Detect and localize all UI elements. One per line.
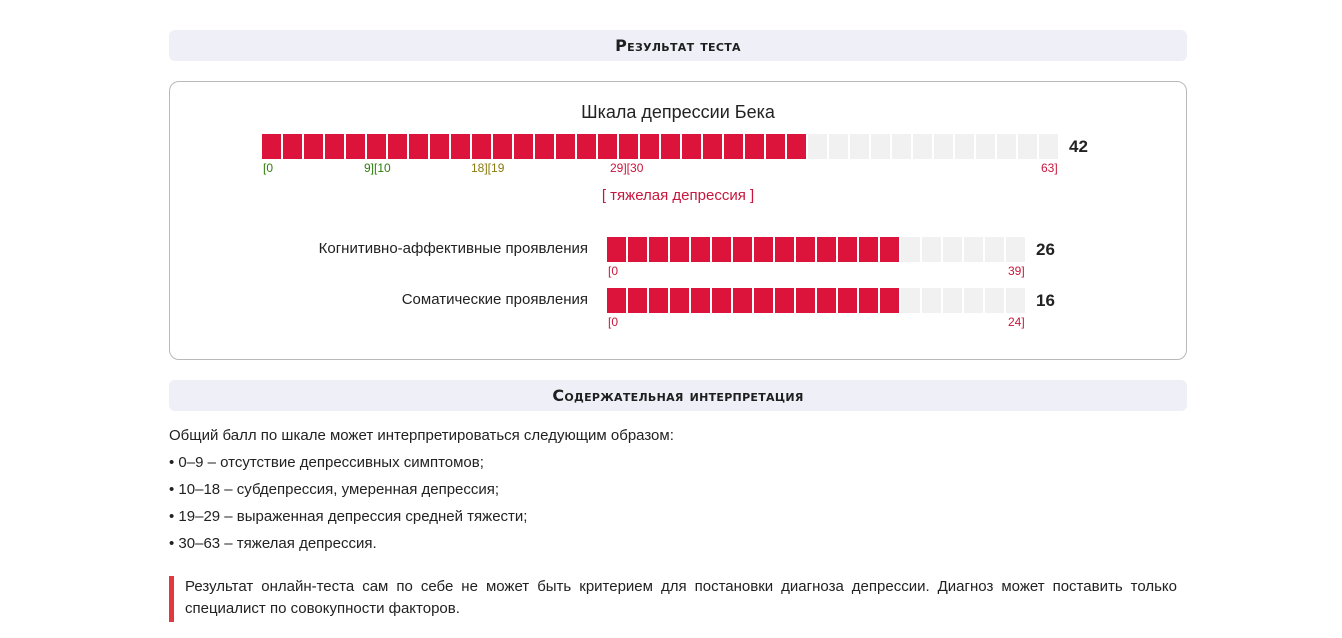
interpretation-item: • 10–18 – субдепрессия, умеренная депрессия; <box>169 481 500 498</box>
bar-cell-filled <box>346 134 365 159</box>
bar-cell-empty <box>808 134 827 159</box>
bar-cell-filled <box>607 288 626 313</box>
bar-cell-filled <box>430 134 449 159</box>
bar-cell-filled <box>691 237 710 262</box>
subscale-min-tick-somatic: [0 <box>608 315 619 329</box>
interpretation-text <box>169 422 1187 557</box>
bar-cell-filled <box>859 288 878 313</box>
bar-cell-filled <box>607 237 626 262</box>
subscale-min-tick-cognitive: [0 <box>608 264 619 278</box>
bar-cell-filled <box>598 134 617 159</box>
subscale-max-tick-somatic: 24] <box>1008 315 1025 329</box>
bar-cell-filled <box>649 288 668 313</box>
bar-cell-empty <box>1006 237 1025 262</box>
bar-cell-empty <box>997 134 1016 159</box>
diagnosis-label: [ тяжелая депрессия ] <box>601 187 755 204</box>
bar-cell-empty <box>829 134 848 159</box>
bar-cell-filled <box>670 237 689 262</box>
bar-cell-filled <box>766 134 785 159</box>
bar-cell-empty <box>1039 134 1058 159</box>
bar-cell-filled <box>796 288 815 313</box>
bar-cell-filled <box>367 134 386 159</box>
interpretation-intro: Общий балл по шкале может интерпретироваться следующим образом: <box>169 427 674 444</box>
bar-cell-filled <box>670 288 689 313</box>
bar-cell-filled <box>703 134 722 159</box>
result-section-header <box>169 30 1187 61</box>
subscale-label-somatic: Соматические проявления <box>401 291 588 308</box>
bar-cell-filled <box>880 288 899 313</box>
bar-cell-filled <box>514 134 533 159</box>
bar-cell-filled <box>493 134 512 159</box>
main-scale-tick-4: 63] <box>1041 161 1058 175</box>
bar-cell-filled <box>880 237 899 262</box>
interpretation-item: • 0–9 – отсутствие депрессивных симптомов; <box>169 454 484 471</box>
bar-cell-empty <box>850 134 869 159</box>
bar-cell-filled <box>409 134 428 159</box>
subscale-bar-somatic <box>607 288 1025 313</box>
bar-cell-filled <box>817 288 836 313</box>
bar-cell-empty <box>934 134 953 159</box>
bar-cell-filled <box>775 237 794 262</box>
main-scale-bar <box>262 134 1058 159</box>
bar-cell-filled <box>304 134 323 159</box>
bar-cell-filled <box>724 134 743 159</box>
subscale-bar-cognitive <box>607 237 1025 262</box>
bar-cell-filled <box>745 134 764 159</box>
bar-cell-empty <box>1018 134 1037 159</box>
bar-cell-filled <box>262 134 281 159</box>
bar-cell-filled <box>796 237 815 262</box>
result-section-title: Результат теста <box>615 36 741 55</box>
bar-cell-filled <box>325 134 344 159</box>
bar-cell-filled <box>628 237 647 262</box>
result-box <box>169 81 1187 360</box>
bar-cell-filled <box>787 134 806 159</box>
subscale-max-tick-cognitive: 39] <box>1008 264 1025 278</box>
interpretation-item: • 19–29 – выраженная депрессия средней тяжести; <box>169 508 528 525</box>
bar-cell-empty <box>1006 288 1025 313</box>
interpretation-item: • 30–63 – тяжелая депрессия. <box>169 535 377 552</box>
bar-cell-filled <box>712 288 731 313</box>
bar-cell-filled <box>733 288 752 313</box>
bar-cell-filled <box>661 134 680 159</box>
bar-cell-empty <box>985 288 1004 313</box>
interpretation-section-header <box>169 380 1187 411</box>
bar-cell-empty <box>985 237 1004 262</box>
warning-note: Результат онлайн-теста сам по себе не может быть критерием для постановки диагноза депрессии. Диагноз может поставить только специалист по совокупности факторов. <box>169 576 1187 622</box>
bar-cell-empty <box>871 134 890 159</box>
bar-cell-filled <box>472 134 491 159</box>
bar-cell-filled <box>733 237 752 262</box>
bar-cell-filled <box>682 134 701 159</box>
subscale-value-somatic: 16 <box>1036 291 1055 310</box>
bar-cell-filled <box>817 237 836 262</box>
bar-cell-filled <box>775 288 794 313</box>
bar-cell-filled <box>556 134 575 159</box>
bar-cell-filled <box>754 237 773 262</box>
bar-cell-empty <box>901 237 920 262</box>
bar-cell-empty <box>964 288 983 313</box>
subscale-value-cognitive: 26 <box>1036 240 1055 259</box>
bar-cell-filled <box>619 134 638 159</box>
bar-cell-empty <box>964 237 983 262</box>
bar-cell-filled <box>640 134 659 159</box>
bar-cell-filled <box>859 237 878 262</box>
bar-cell-empty <box>901 288 920 313</box>
bar-cell-filled <box>754 288 773 313</box>
main-scale-title: Шкала депрессии Бека <box>581 102 775 122</box>
bar-cell-filled <box>712 237 731 262</box>
interpretation-section-title: Содержательная интерпретация <box>552 386 804 405</box>
bar-cell-filled <box>283 134 302 159</box>
bar-cell-empty <box>955 134 974 159</box>
main-scale-tick-2: 18][19 <box>471 161 505 175</box>
main-scale-value: 42 <box>1069 137 1088 156</box>
bar-cell-filled <box>451 134 470 159</box>
main-scale-tick-3: 29][30 <box>610 161 644 175</box>
main-scale-tick-0: [0 <box>263 161 274 175</box>
subscale-label-cognitive: Когнитивно-аффективные проявления <box>318 240 588 257</box>
bar-cell-filled <box>535 134 554 159</box>
bar-cell-filled <box>838 237 857 262</box>
bar-cell-empty <box>976 134 995 159</box>
bar-cell-empty <box>892 134 911 159</box>
bar-cell-filled <box>628 288 647 313</box>
bar-cell-empty <box>913 134 932 159</box>
bar-cell-empty <box>943 288 962 313</box>
bar-cell-filled <box>838 288 857 313</box>
bar-cell-filled <box>577 134 596 159</box>
main-scale-tick-1: 9][10 <box>364 161 391 175</box>
bar-cell-empty <box>922 237 941 262</box>
bar-cell-empty <box>922 288 941 313</box>
bar-cell-filled <box>649 237 668 262</box>
bar-cell-empty <box>943 237 962 262</box>
bar-cell-filled <box>388 134 407 159</box>
bar-cell-filled <box>691 288 710 313</box>
